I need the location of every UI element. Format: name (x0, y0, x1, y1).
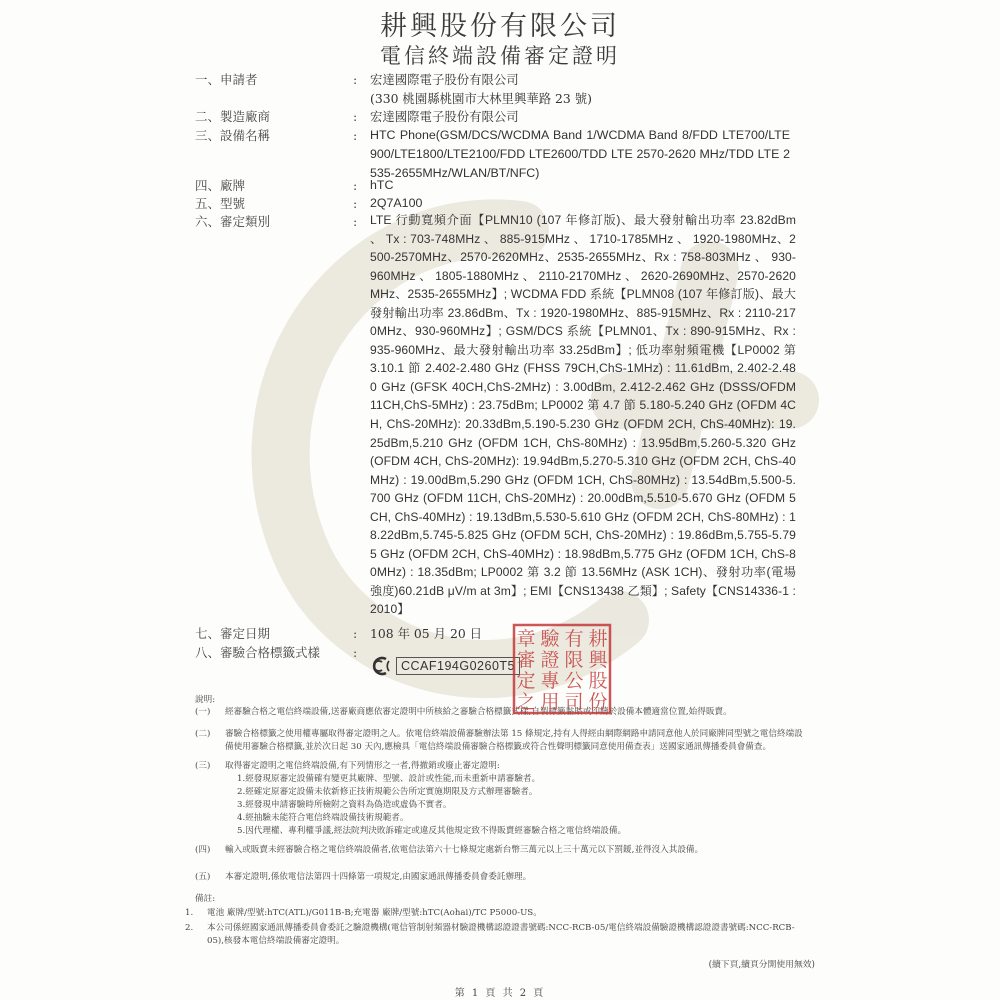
notes-heading: 說明: (195, 695, 216, 705)
document-title: 電信終端設備審定證明 (380, 44, 620, 68)
field-label: 二、製造廠商 (195, 109, 271, 124)
seal-char: 之 (516, 691, 536, 713)
note-text: 取得審定證明之電信終端設備,有下列情形之一者,得撤銷或廢止審定證明: (225, 761, 500, 771)
colon: : (353, 178, 358, 193)
field-label: 七、審定日期 (195, 626, 271, 641)
note-number: (二) (195, 729, 211, 739)
ncc-mark-icon (370, 656, 392, 676)
remarks-heading-text: 備註: (195, 894, 216, 904)
seal-char: 限 (564, 649, 584, 671)
remark-number: 1. (185, 908, 194, 918)
field-label: 一、申請者 (195, 72, 258, 87)
certification-mark (370, 656, 520, 676)
seal-char: 股 (588, 670, 608, 692)
model-value: 2Q7A100 (370, 196, 423, 210)
seal-char: 章 (516, 628, 536, 650)
remark-number: 2. (185, 923, 194, 933)
seal-char: 驗 (540, 628, 560, 650)
manufacturer-value: 宏達國際電子股份有限公司 (370, 109, 519, 124)
note-text: 輸入或販賣未經審驗合格之電信終端設備者,依電信法第六十七條規定處新台幣三萬元以上三十萬元以下罰鍰,並得沒入其設備。 (225, 845, 704, 855)
note-number: (三) (195, 761, 211, 771)
field-label: 六、審定類別 (195, 214, 271, 229)
seal-char: 份 (588, 691, 608, 713)
note-text: 審驗合格標籤之使用權專屬取得審定證明之人。依電信終端設備審驗辦法第 15 條規定,持有人得經由網際網路申請同意他人於同廠牌同型號之電信終端設備使用審驗合格標籤,並於次日起 30 天內,應檢具「電信終端設備審驗合格標籤或符合性聲明標籤同意使用備查表」送國家通訊傳播委員會備查。 (225, 729, 803, 753)
seal-char: 用 (540, 691, 560, 713)
company-seal (512, 623, 612, 715)
certification-code: CCAF194G0260T5 (396, 657, 520, 675)
seal-char: 審 (516, 649, 536, 671)
remark-text: 本公司係經國家通訊傳播委員會委託之驗證機構(電信管制射頻器材驗證機構認證證書號碼:NCC-RCB-05/電信終端設備驗證機構認證證書號碼:NCC-RCB-05),核發本電信終端設備審定證明。 (207, 923, 795, 947)
page-number: 第 1 頁 共 2 頁 (454, 988, 546, 999)
colon: : (353, 128, 358, 143)
note-text: 4.經抽驗未能符合電信終端設備技術規範者。 (237, 813, 409, 823)
remark-text: 電池 廠牌/型號:hTC(ATL)/G011B-B;充電器 廠牌/型號:hTC(Aohai)/TC P5000-US。 (207, 908, 542, 918)
continue-notice: (續下頁,續頁分開使用無效) (708, 960, 815, 970)
applicant-name: 宏達國際電子股份有限公司 (370, 72, 519, 87)
colon: : (353, 214, 358, 229)
seal-char: 司 (564, 691, 584, 713)
note-text: 經審驗合格之電信終端設備,送審廠商應依審定證明中所核給之審驗合格標籤式樣,自製標籤黏貼或印鑄於設備本體適當位置,始得販賣。 (225, 707, 732, 717)
note-number: (四) (195, 845, 211, 855)
seal-char: 專 (540, 670, 560, 692)
seal-char: 耕 (588, 628, 608, 650)
seal-char: 興 (588, 649, 608, 671)
brand-value: hTC (370, 178, 394, 192)
field-label: 三、設備名稱 (195, 128, 271, 143)
colon: : (353, 645, 358, 660)
category-value: LTE 行動寬頻介面【PLMN10 (107 年修訂版)、最大發射輸出功率 23.82dBm 、 Tx : 703-748MHz 、 885-915MHz 、 1710-1785MHz 、 1920-1980MHz、2500-2570MHz、2570-2620MHz、2535-2655MHz、Rx : 758-803MHz 、 930-960MHz 、 1805-1880MHz 、 2110-2170MHz 、 2620-2690MHz、2570-2620MHz、2535-2655MHz】; WCDMA FDD 系統【PLMN08 (107 年修訂版)、最大發射輸出功率 23.86dBm、Tx : 1920-1980MHz、885-915MHz、Rx : 2110-2170MHz、930-960MHz】; GSM/DCS 系統【PLMN01、Tx : 890-915MHz、Rx : 935-960MHz、最大發射輸出功率 33.25dBm】; 低功率射頻電機【LP0002 第 3.10.1 節 2.402-2.480 GHz (FHSS 79CH,ChS-1MHz) : 11.61dBm, 2.402-2.480 GHz (GFSK 40CH,ChS-2MHz) : 3.00dBm, 2.412-2.462 GHz (DSSS/OFDM 11CH,ChS-5MHz) : 23.75dBm; LP0002 第 4.7 節 5.180-5.240 GHz (OFDM 4CH, ChS-20MHz): 20.33dBm,5.190-5.230 GHz (OFDM 2CH, ChS-40MHz): 19.25dBm,5.210 GHz (OFDM 1CH, ChS-80MHz) : 13.95dBm,5.260-5.320 GHz (OFDM 4CH, ChS-20MHz): 19.94dBm,5.270-5.310 GHz (OFDM 2CH, ChS-40MHz) : 19.00dBm,5.290 GHz (OFDM 1CH, ChS-80MHz) : 13.54dBm,5.500-5.700 GHz (OFDM 11CH, ChS-20MHz) : 20.00dBm,5.510-5.670 GHz (OFDM 5CH, ChS-40MHz) : 19.13dBm,5.530-5.610 GHz (OFDM 2CH, ChS-80MHz) : 18.22dBm,5.745-5.825 GHz (OFDM 5CH, ChS-20MHz) : 19.86dBm,5.755-5.795 GHz (OFDM 2CH, ChS-40MHz) : 18.98dBm,5.775 GHz (OFDM 1CH, ChS-80MHz) : 18.35dBm; LP0002 第 3.2 節 13.56MHz (ASK 1CH)、發射功率(電場強度)60.21dB μV/m at 3m】; EMI【CNS13438 乙類】; Safety【CNS14336-1 : 2010】 (370, 213, 796, 617)
note-text: 本審定證明,係依電信法第四十四條第一項規定,由國家通訊傳播委員會委託辦理。 (225, 872, 532, 882)
applicant-value (370, 70, 790, 108)
seal-char: 有 (564, 628, 584, 650)
note-text: 2.經確定原審定設備未依新修正技術規範公告所定實施期限及方式辦理審驗者。 (237, 787, 538, 797)
note-number: (五) (195, 872, 211, 882)
note-text: 5.因代理權、專利權爭議,經法院判決敗訴確定或違反其他規定致不得販賣經審驗合格之電信終端設備。 (237, 826, 627, 836)
colon: : (353, 196, 358, 211)
applicant-address: (330 桃園縣桃園市大林里興華路 23 號) (370, 91, 592, 106)
field-label: 五、型號 (195, 196, 246, 211)
field-applicant (195, 70, 815, 110)
colon: : (353, 72, 358, 87)
seal-char: 定 (516, 670, 536, 692)
approval-date-value: 108 年 05 月 20 日 (370, 626, 483, 641)
note-number: (一) (195, 707, 211, 717)
company-name: 耕興股份有限公司 (380, 11, 620, 42)
field-label: 八、審驗合格標籤式樣 (195, 645, 321, 660)
note-text: 3.經發現申請審驗時所檢附之資料為偽造或虛偽不實者。 (237, 800, 452, 810)
equipment-name-value: HTC Phone(GSM/DCS/WCDMA Band 1/WCDMA Band 8/FDD LTE700/LTE900/LTE1800/LTE2100/FDD LTE2600/TDD LTE 2570-2620 MHz/TDD LTE 2535-2655MHz/WLAN/BT/NFC) (370, 128, 790, 180)
field-label: 四、廠牌 (195, 178, 246, 193)
seal-char: 公 (564, 670, 584, 692)
colon: : (353, 626, 358, 641)
seal-char: 證 (540, 649, 560, 671)
note-text: 1.經發現原審定設備確有變更其廠牌、型號、設計或性能,而未重新申請審驗者。 (237, 774, 541, 784)
colon: : (353, 109, 358, 124)
